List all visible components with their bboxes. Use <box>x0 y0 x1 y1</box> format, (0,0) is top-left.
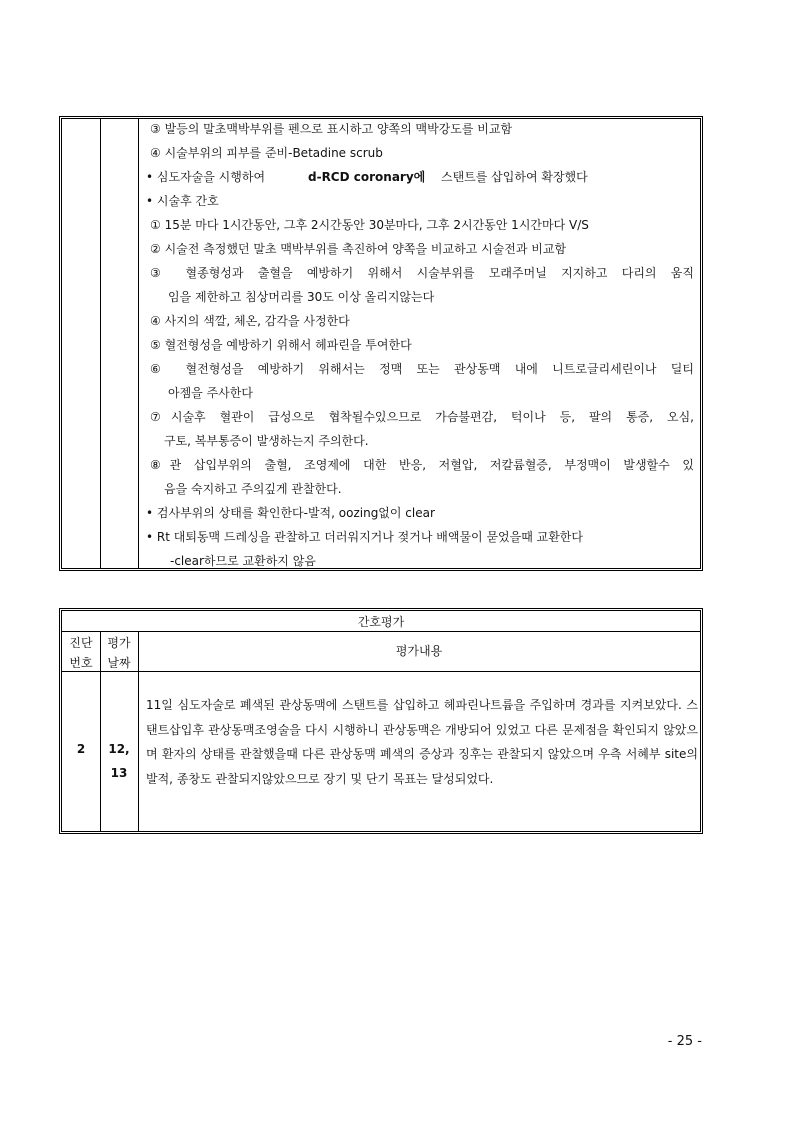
intervention-line: ⑦시술후 혈관이 급성으로 협착될수있으므로 가슴불편감, 턱이나 등, 팔의 통증, 오심, <box>150 410 694 424</box>
intervention-line: 아젬을 주사한다 <box>168 386 253 400</box>
intervention-line: ④ 시술부위의 피부를 준비-Betadine scrub <box>150 146 383 160</box>
row-divider <box>62 631 700 632</box>
header-evaluation-date: 평가 날짜 <box>107 636 131 670</box>
intervention-line: 구토, 복부통증이 발생하는지 주의한다. <box>164 434 369 448</box>
diagnosis-number: 2 <box>76 742 86 756</box>
intervention-line: -clear하므로 교환하지 않음 <box>170 554 316 568</box>
intervention-line: ① 15분 마다 1시간동안, 그후 2시간동안 30분마다, 그후 2시간동안 1시간마다 V/S <box>150 218 589 232</box>
intervention-line: 스탠트를 삽입하여 확장했다 <box>441 170 588 184</box>
intervention-line: 음을 숙지하고 주의깊게 관찰한다. <box>164 482 342 496</box>
row-divider <box>62 671 700 672</box>
column-divider <box>100 119 101 568</box>
intervention-line: • 심도자술을 시행하여 <box>146 170 266 184</box>
header-diagnosis-number: 진단 번호 <box>69 636 93 670</box>
intervention-line: • 검사부위의 상태를 확인한다-발적, oozing없이 clear <box>146 506 435 520</box>
evaluation-table <box>61 610 701 832</box>
intervention-line: ⑥ 혈전형성을 예방하기 위해서는 정맥 또는 관상동맥 내에 니트로글리세린이나 딜티 <box>150 362 694 376</box>
intervention-line: ② 시술전 측정했던 말초 맥박부위를 촉진하여 양쪽을 비교하고 시술전과 비교함 <box>150 242 567 256</box>
evaluation-date: 13 <box>110 766 128 780</box>
intervention-line: ③ 발등의 말초맥박부위를 펜으로 표시하고 양쪽의 맥박강도를 비교함 <box>150 122 513 136</box>
page-number: - 25 - <box>667 1034 702 1049</box>
intervention-line: 임을 제한하고 침상머리를 30도 이상 올리지않는다 <box>168 290 435 304</box>
intervention-line: ⑧관 삽입부위의 출혈, 조영제에 대한 반응, 저혈압, 저칼륨혈증, 부정맥이 발생할수 있 <box>150 458 694 472</box>
header-evaluation-content: 평가내용 <box>395 644 443 658</box>
evaluation-title: 간호평가 <box>357 615 405 629</box>
evaluation-date: 12, <box>108 742 130 756</box>
intervention-table <box>61 118 701 569</box>
column-divider <box>138 631 139 831</box>
intervention-line: ④ 사지의 색깔, 체온, 감각을 사정한다 <box>150 314 350 328</box>
evaluation-text: 11일 심도자술로 폐색된 관상동맥에 스탠트를 삽입하고 헤파린나트륨을 주입하며 경과를 지켜보았다. 스탠트삽입후 관상동맥조영술을 다시 시행하니 관상동맥은 개방되어 있었고 다른 문제점을 확인되지 않았으며 환자의 상태를 관찰했을때 다른 관상동맥 폐색의 증상과 징후는 관찰되지 않았으며 우측 서혜부 site의 발적, 종창도 관찰되지않았으므로 장기 및 단기 목표는 달성되었다. <box>146 698 698 786</box>
intervention-line: • Rt 대퇴동맥 드레싱을 관찰하고 더러워지거나 젖거나 배액물이 묻었을때 교환한다 <box>146 530 583 544</box>
column-divider <box>138 119 139 568</box>
intervention-line: ⑤ 혈전형성을 예방하기 위해서 헤파린을 투여한다 <box>150 338 412 352</box>
intervention-line-bold: d-RCD coronary에 <box>308 170 426 184</box>
intervention-line: • 시술후 간호 <box>146 194 219 208</box>
intervention-line: ③ 혈종형성과 출혈을 예방하기 위해서 시술부위를 모래주머닐 지지하고 다리의 움직 <box>150 266 694 280</box>
